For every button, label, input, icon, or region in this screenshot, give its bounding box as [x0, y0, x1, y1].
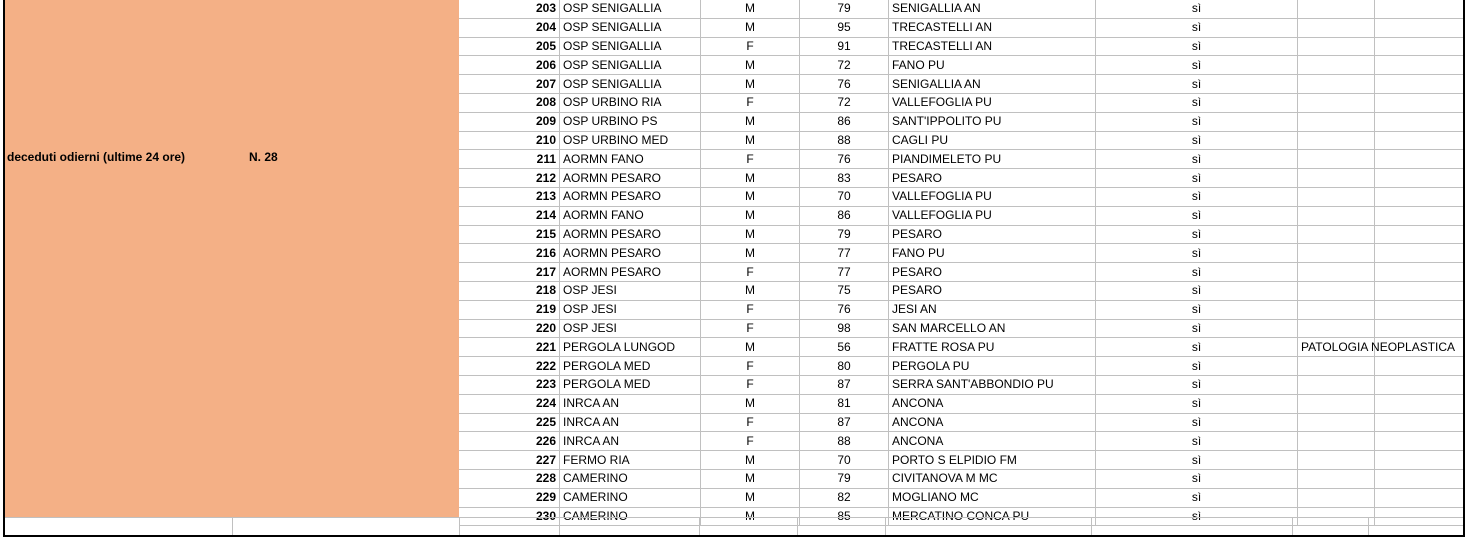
empty-cell[interactable] — [1375, 319, 1466, 338]
table-row — [459, 206, 1465, 225]
age-cell[interactable]: 91 — [800, 37, 889, 56]
empty-cell[interactable] — [1375, 451, 1466, 470]
notes-cell[interactable] — [1298, 263, 1375, 282]
summary-label: deceduti odierni (ultime 24 ore) — [7, 150, 186, 164]
hospital-cell[interactable]: AORMN PESARO — [560, 263, 701, 282]
comorbidity-cell[interactable]: sì — [1096, 0, 1298, 18]
notes-cell[interactable] — [1298, 206, 1375, 225]
comorbidity-cell[interactable]: sì — [1096, 169, 1298, 188]
hospital-cell[interactable]: OSP URBINO MED — [560, 131, 701, 150]
table-row — [459, 112, 1465, 131]
age-cell[interactable]: 79 — [800, 0, 889, 18]
sex-cell[interactable]: F — [701, 432, 800, 451]
row-number-cell[interactable]: 213 — [459, 187, 560, 206]
age-cell[interactable]: 85 — [800, 507, 889, 526]
empty-cell[interactable] — [1375, 169, 1466, 188]
table-row — [459, 131, 1465, 150]
comorbidity-cell[interactable]: sì — [1096, 112, 1298, 131]
deaths-table — [459, 0, 1465, 526]
empty-cell[interactable] — [1375, 394, 1466, 413]
row-number-cell[interactable]: 214 — [459, 206, 560, 225]
comorbidity-cell[interactable]: sì — [1096, 488, 1298, 507]
row-number-cell[interactable]: 209 — [459, 112, 560, 131]
notes-cell[interactable] — [1298, 225, 1375, 244]
sex-cell[interactable]: F — [701, 150, 800, 169]
sex-cell[interactable]: M — [701, 75, 800, 94]
notes-cell[interactable] — [1298, 394, 1375, 413]
notes-cell[interactable] — [1298, 432, 1375, 451]
comorbidity-cell[interactable]: sì — [1096, 451, 1298, 470]
comorbidity-cell[interactable]: sì — [1096, 244, 1298, 263]
age-cell[interactable]: 86 — [800, 112, 889, 131]
hospital-cell[interactable]: CAMERINO — [560, 469, 701, 488]
table-row — [459, 0, 1465, 18]
empty-cell[interactable] — [1375, 206, 1466, 225]
notes-cell[interactable] — [1298, 413, 1375, 432]
sex-cell[interactable]: M — [701, 488, 800, 507]
notes-cell[interactable] — [1298, 112, 1375, 131]
comorbidity-cell[interactable]: sì — [1096, 300, 1298, 319]
row-number-cell[interactable]: 228 — [459, 469, 560, 488]
table-row — [459, 394, 1465, 413]
age-cell[interactable]: 79 — [800, 469, 889, 488]
municipality-cell[interactable]: PESARO — [889, 263, 1096, 282]
hospital-cell[interactable]: OSP SENIGALLIA — [560, 56, 701, 75]
row-number-cell[interactable]: 208 — [459, 93, 560, 112]
notes-cell[interactable] — [1298, 300, 1375, 319]
hospital-cell[interactable]: INRCA AN — [560, 413, 701, 432]
empty-cell[interactable] — [1375, 225, 1466, 244]
comorbidity-cell[interactable]: sì — [1096, 319, 1298, 338]
sex-cell[interactable]: F — [701, 375, 800, 394]
empty-cell[interactable] — [1375, 413, 1466, 432]
age-cell[interactable]: 70 — [800, 187, 889, 206]
row-number-cell[interactable]: 203 — [459, 0, 560, 18]
municipality-cell[interactable]: FANO PU — [889, 244, 1096, 263]
comorbidity-cell[interactable]: sì — [1096, 281, 1298, 300]
sex-cell[interactable]: F — [701, 37, 800, 56]
row-number-cell[interactable]: 204 — [459, 18, 560, 37]
footer-cell-divider — [1292, 518, 1293, 536]
sex-cell[interactable]: M — [701, 281, 800, 300]
sex-cell[interactable]: M — [701, 169, 800, 188]
table-row — [459, 281, 1465, 300]
sex-cell[interactable]: M — [701, 131, 800, 150]
hospital-cell[interactable]: CAMERINO — [560, 507, 701, 526]
comorbidity-cell[interactable]: sì — [1096, 225, 1298, 244]
sex-cell[interactable]: M — [701, 0, 800, 18]
row-number-cell[interactable]: 215 — [459, 225, 560, 244]
row-number-cell[interactable]: 216 — [459, 244, 560, 263]
age-cell[interactable]: 75 — [800, 281, 889, 300]
notes-cell[interactable] — [1298, 451, 1375, 470]
footer-cell-divider — [232, 518, 233, 536]
hospital-cell[interactable]: AORMN PESARO — [560, 187, 701, 206]
comorbidity-cell[interactable]: sì — [1096, 75, 1298, 94]
notes-cell[interactable] — [1298, 281, 1375, 300]
row-number-cell[interactable]: 211 — [459, 150, 560, 169]
empty-cell[interactable] — [1375, 93, 1466, 112]
table-row — [459, 75, 1465, 94]
comorbidity-cell[interactable]: sì — [1096, 37, 1298, 56]
notes-cell[interactable] — [1298, 37, 1375, 56]
hospital-cell[interactable]: PERGOLA MED — [560, 375, 701, 394]
comorbidity-cell[interactable]: sì — [1096, 187, 1298, 206]
comorbidity-cell[interactable]: sì — [1096, 150, 1298, 169]
notes-cell[interactable] — [1298, 488, 1375, 507]
row-number-cell[interactable]: 229 — [459, 488, 560, 507]
row-number-cell[interactable]: 223 — [459, 375, 560, 394]
hospital-cell[interactable]: AORMN FANO — [560, 150, 701, 169]
notes-cell[interactable] — [1298, 56, 1375, 75]
hospital-cell[interactable]: CAMERINO — [560, 488, 701, 507]
empty-cell[interactable] — [1375, 432, 1466, 451]
age-cell[interactable]: 88 — [800, 432, 889, 451]
row-number-cell[interactable]: 217 — [459, 263, 560, 282]
hospital-cell[interactable]: AORMN PESARO — [560, 169, 701, 188]
summary-merged-cell[interactable] — [5, 0, 459, 517]
sex-cell[interactable]: F — [701, 413, 800, 432]
sex-cell[interactable]: F — [701, 300, 800, 319]
sex-cell[interactable]: M — [701, 338, 800, 357]
table-row — [459, 319, 1465, 338]
sex-cell[interactable]: F — [701, 357, 800, 376]
municipality-cell[interactable]: SENIGALLIA AN — [889, 0, 1096, 18]
sex-cell[interactable]: M — [701, 18, 800, 37]
comorbidity-cell[interactable]: sì — [1096, 507, 1298, 526]
notes-cell[interactable] — [1298, 375, 1375, 394]
age-cell[interactable]: 87 — [800, 375, 889, 394]
empty-cell[interactable] — [1375, 112, 1466, 131]
row-number-cell[interactable]: 207 — [459, 75, 560, 94]
age-cell[interactable]: 82 — [800, 488, 889, 507]
empty-cell[interactable] — [1375, 469, 1466, 488]
hospital-cell[interactable]: OSP SENIGALLIA — [560, 0, 701, 18]
age-cell[interactable]: 81 — [800, 394, 889, 413]
empty-cell[interactable] — [1375, 300, 1466, 319]
footer-cell-divider — [797, 518, 798, 536]
comorbidity-cell[interactable]: sì — [1096, 394, 1298, 413]
notes-cell[interactable] — [1298, 0, 1375, 18]
comorbidity-cell[interactable]: sì — [1096, 413, 1298, 432]
age-cell[interactable]: 87 — [800, 413, 889, 432]
municipality-cell[interactable]: PESARO — [889, 225, 1096, 244]
sex-cell[interactable]: F — [701, 263, 800, 282]
table-row — [459, 187, 1465, 206]
empty-cell[interactable] — [1375, 18, 1466, 37]
table-row — [459, 432, 1465, 451]
municipality-cell[interactable]: PERGOLA PU — [889, 357, 1096, 376]
comorbidity-cell[interactable]: sì — [1096, 56, 1298, 75]
empty-cell[interactable] — [1375, 244, 1466, 263]
notes-cell[interactable] — [1298, 319, 1375, 338]
notes-cell[interactable]: PATOLOGIA NEOPLASTICA — [1298, 338, 1375, 357]
footer-cell-divider — [559, 518, 560, 536]
table-row — [459, 263, 1465, 282]
municipality-cell[interactable]: PESARO — [889, 281, 1096, 300]
row-number-cell[interactable]: 230 — [459, 507, 560, 526]
municipality-cell[interactable]: SENIGALLIA AN — [889, 75, 1096, 94]
empty-cell[interactable] — [1375, 488, 1466, 507]
notes-cell[interactable] — [1298, 75, 1375, 94]
hospital-cell[interactable]: AORMN FANO — [560, 206, 701, 225]
row-number-cell[interactable]: 205 — [459, 37, 560, 56]
row-number-cell[interactable]: 220 — [459, 319, 560, 338]
sex-cell[interactable]: M — [701, 451, 800, 470]
age-cell[interactable]: 79 — [800, 225, 889, 244]
sex-cell[interactable]: M — [701, 56, 800, 75]
municipality-cell[interactable]: SERRA SANT'ABBONDIO PU — [889, 375, 1096, 394]
hospital-cell[interactable]: OSP URBINO RIA — [560, 93, 701, 112]
table-row — [459, 37, 1465, 56]
municipality-cell[interactable]: ANCONA — [889, 413, 1096, 432]
age-cell[interactable]: 83 — [800, 169, 889, 188]
hospital-cell[interactable]: FERMO RIA — [560, 451, 701, 470]
municipality-cell[interactable]: PIANDIMELETO PU — [889, 150, 1096, 169]
sex-cell[interactable]: M — [701, 394, 800, 413]
table-row — [459, 18, 1465, 37]
row-number-cell[interactable]: 221 — [459, 338, 560, 357]
notes-cell[interactable] — [1298, 18, 1375, 37]
hospital-cell[interactable]: INRCA AN — [560, 432, 701, 451]
hospital-cell[interactable]: OSP SENIGALLIA — [560, 37, 701, 56]
table-row — [459, 469, 1465, 488]
age-cell[interactable]: 72 — [800, 56, 889, 75]
empty-footer-row[interactable] — [5, 517, 1463, 536]
hospital-cell[interactable]: OSP JESI — [560, 300, 701, 319]
age-cell[interactable]: 56 — [800, 338, 889, 357]
table-row — [459, 357, 1465, 376]
municipality-cell[interactable]: TRECASTELLI AN — [889, 37, 1096, 56]
comorbidity-cell[interactable]: sì — [1096, 93, 1298, 112]
row-number-cell[interactable]: 224 — [459, 394, 560, 413]
footer-cell-divider — [885, 518, 886, 536]
table-row — [459, 56, 1465, 75]
municipality-cell[interactable]: VALLEFOGLIA PU — [889, 187, 1096, 206]
empty-cell[interactable] — [1375, 131, 1466, 150]
empty-cell[interactable] — [1375, 75, 1466, 94]
empty-cell[interactable] — [1375, 281, 1466, 300]
municipality-cell[interactable]: JESI AN — [889, 300, 1096, 319]
municipality-cell[interactable]: FRATTE ROSA PU — [889, 338, 1096, 357]
hospital-cell[interactable]: OSP JESI — [560, 319, 701, 338]
table-row — [459, 244, 1465, 263]
sex-cell[interactable]: F — [701, 319, 800, 338]
comorbidity-cell[interactable]: sì — [1096, 263, 1298, 282]
notes-cell[interactable] — [1298, 469, 1375, 488]
notes-cell[interactable] — [1298, 244, 1375, 263]
hospital-cell[interactable]: OSP URBINO PS — [560, 112, 701, 131]
footer-cell-divider — [699, 518, 700, 536]
table-row — [459, 169, 1465, 188]
comorbidity-cell[interactable]: sì — [1096, 469, 1298, 488]
table-row — [459, 300, 1465, 319]
footer-cell-divider — [459, 518, 460, 536]
empty-cell[interactable] — [1375, 375, 1466, 394]
sex-cell[interactable]: M — [701, 112, 800, 131]
row-number-cell[interactable]: 225 — [459, 413, 560, 432]
age-cell[interactable]: 86 — [800, 206, 889, 225]
municipality-cell[interactable]: PESARO — [889, 169, 1096, 188]
hospital-cell[interactable]: AORMN PESARO — [560, 244, 701, 263]
summary-count: N. 28 — [249, 150, 278, 164]
comorbidity-cell[interactable]: sì — [1096, 131, 1298, 150]
age-cell[interactable]: 76 — [800, 300, 889, 319]
table-row — [459, 225, 1465, 244]
municipality-cell[interactable]: SANT'IPPOLITO PU — [889, 112, 1096, 131]
sex-cell[interactable]: M — [701, 187, 800, 206]
table-row — [459, 338, 1465, 357]
municipality-cell[interactable]: CAGLI PU — [889, 131, 1096, 150]
hospital-cell[interactable]: PERGOLA MED — [560, 357, 701, 376]
table-row — [459, 451, 1465, 470]
table-row — [459, 150, 1465, 169]
sex-cell[interactable]: F — [701, 93, 800, 112]
notes-cell[interactable] — [1298, 131, 1375, 150]
municipality-cell[interactable]: VALLEFOGLIA PU — [889, 206, 1096, 225]
municipality-cell[interactable]: ANCONA — [889, 394, 1096, 413]
notes-cell[interactable] — [1298, 187, 1375, 206]
spreadsheet-sheet — [3, 0, 1465, 537]
comorbidity-cell[interactable]: sì — [1096, 375, 1298, 394]
table-row — [459, 413, 1465, 432]
empty-cell[interactable] — [1375, 357, 1466, 376]
empty-cell[interactable] — [1375, 187, 1466, 206]
row-number-cell[interactable]: 222 — [459, 357, 560, 376]
hospital-cell[interactable]: OSP JESI — [560, 281, 701, 300]
sex-cell[interactable]: M — [701, 225, 800, 244]
age-cell[interactable]: 98 — [800, 319, 889, 338]
age-cell[interactable]: 95 — [800, 18, 889, 37]
notes-cell[interactable] — [1298, 169, 1375, 188]
table-row — [459, 93, 1465, 112]
deaths-table-body — [459, 0, 1465, 526]
age-cell[interactable]: 72 — [800, 93, 889, 112]
sex-cell[interactable]: M — [701, 244, 800, 263]
table-row — [459, 488, 1465, 507]
footer-cell-divider — [1091, 518, 1092, 536]
empty-cell[interactable] — [1375, 150, 1466, 169]
empty-cell[interactable] — [1375, 263, 1466, 282]
age-cell[interactable]: 77 — [800, 244, 889, 263]
municipality-cell[interactable]: PORTO S ELPIDIO FM — [889, 451, 1096, 470]
age-cell[interactable]: 77 — [800, 263, 889, 282]
sex-cell[interactable]: M — [701, 507, 800, 526]
age-cell[interactable]: 76 — [800, 150, 889, 169]
comorbidity-cell[interactable]: sì — [1096, 206, 1298, 225]
hospital-cell[interactable]: PERGOLA LUNGOD — [560, 338, 701, 357]
municipality-cell[interactable]: VALLEFOGLIA PU — [889, 93, 1096, 112]
hospital-cell[interactable]: OSP SENIGALLIA — [560, 18, 701, 37]
comorbidity-cell[interactable]: sì — [1096, 432, 1298, 451]
row-number-cell[interactable]: 227 — [459, 451, 560, 470]
comorbidity-cell[interactable]: sì — [1096, 357, 1298, 376]
age-cell[interactable]: 80 — [800, 357, 889, 376]
age-cell[interactable]: 70 — [800, 451, 889, 470]
sex-cell[interactable]: M — [701, 206, 800, 225]
table-row — [459, 375, 1465, 394]
row-number-cell[interactable]: 210 — [459, 131, 560, 150]
notes-cell[interactable] — [1298, 150, 1375, 169]
municipality-cell[interactable]: SAN MARCELLO AN — [889, 319, 1096, 338]
hospital-cell[interactable]: AORMN PESARO — [560, 225, 701, 244]
row-number-cell[interactable]: 226 — [459, 432, 560, 451]
empty-cell[interactable] — [1375, 56, 1466, 75]
sex-cell[interactable]: M — [701, 469, 800, 488]
notes-cell[interactable] — [1298, 357, 1375, 376]
comorbidity-cell[interactable]: sì — [1096, 18, 1298, 37]
empty-cell[interactable] — [1375, 0, 1466, 18]
row-number-cell[interactable]: 212 — [459, 169, 560, 188]
empty-cell[interactable] — [1375, 37, 1466, 56]
hospital-cell[interactable]: OSP SENIGALLIA — [560, 75, 701, 94]
municipality-cell[interactable]: CIVITANOVA M MC — [889, 469, 1096, 488]
row-number-cell[interactable]: 206 — [459, 56, 560, 75]
row-number-cell[interactable]: 219 — [459, 300, 560, 319]
comorbidity-cell[interactable]: sì — [1096, 338, 1298, 357]
municipality-cell[interactable]: MOGLIANO MC — [889, 488, 1096, 507]
municipality-cell[interactable]: ANCONA — [889, 432, 1096, 451]
municipality-cell[interactable]: MERCATINO CONCA PU — [889, 507, 1096, 526]
footer-cell-divider — [1368, 518, 1369, 536]
notes-cell[interactable] — [1298, 93, 1375, 112]
age-cell[interactable]: 76 — [800, 75, 889, 94]
municipality-cell[interactable]: FANO PU — [889, 56, 1096, 75]
hospital-cell[interactable]: INRCA AN — [560, 394, 701, 413]
row-number-cell[interactable]: 218 — [459, 281, 560, 300]
municipality-cell[interactable]: TRECASTELLI AN — [889, 18, 1096, 37]
age-cell[interactable]: 88 — [800, 131, 889, 150]
